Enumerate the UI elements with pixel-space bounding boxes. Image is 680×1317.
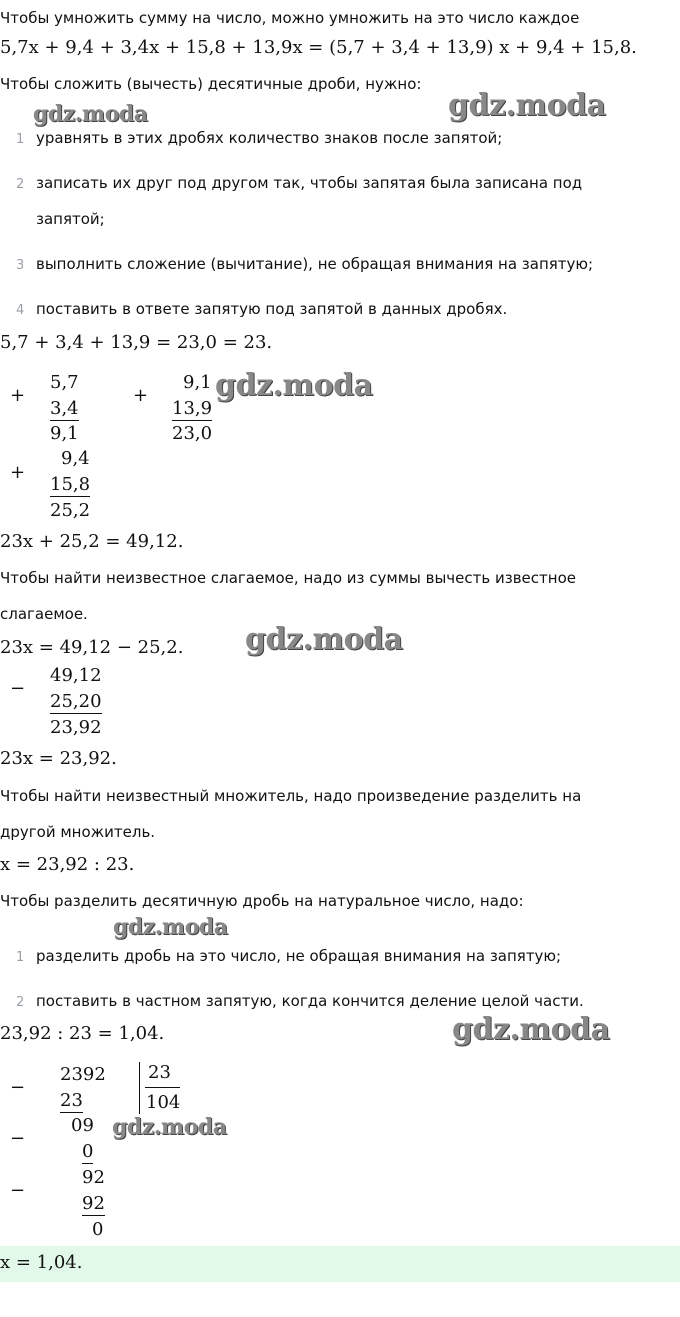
watermark-logo: gdz.moda xyxy=(245,622,403,657)
watermark-logo: gdz.moda xyxy=(113,914,228,940)
division-minus-3: − xyxy=(10,1180,26,1201)
watermark-logo: gdz.moda xyxy=(33,101,148,127)
addition-step-1: 1 уравнять в этих дробях количество знаков после запятой; xyxy=(16,129,503,147)
division-bracket-horizontal xyxy=(145,1087,180,1088)
column-sub-sign: − xyxy=(10,678,26,699)
rule-unknown-addend-cont: слагаемое. xyxy=(0,605,88,623)
division-step2-sub: 0 xyxy=(82,1141,94,1162)
equation-4: 23x = 49,12 − 25,2. xyxy=(0,637,184,658)
equation-7: 23,92 : 23 = 1,04. xyxy=(0,1023,165,1044)
division-step3-sub: 92 xyxy=(82,1193,105,1214)
column-c-result: 25,2 xyxy=(50,500,91,521)
answer-box xyxy=(0,1246,680,1282)
division-step1-sub: 23 xyxy=(60,1090,83,1111)
division-step-1: 1 разделить дробь на это число, не обращая внимания на запятую; xyxy=(16,947,562,965)
watermark-logo: gdz.moda xyxy=(112,1114,227,1140)
equation-1: 5,7x + 9,4 + 3,4x + 15,8 + 13,9x = (5,7 + 3,4 + 13,9) x + 9,4 + 15,8. xyxy=(0,37,637,58)
division-bracket-vertical xyxy=(139,1062,140,1114)
equation-2: 5,7 + 3,4 + 13,9 = 23,0 = 23. xyxy=(0,332,273,353)
rule-unknown-addend: Чтобы найти неизвестное слагаемое, надо из суммы вычесть известное xyxy=(0,569,576,587)
addition-step-2: 2 записать их друг под другом так, чтобы запятая была записана под xyxy=(16,174,583,192)
column-b-sign: + xyxy=(133,385,149,406)
addition-step-4: 4 поставить в ответе запятую под запятой в данных дробях. xyxy=(16,300,508,318)
watermark-logo: gdz.moda xyxy=(452,1012,610,1047)
rule-unknown-factor-cont: другой множитель. xyxy=(0,823,156,841)
division-dividend: 2392 xyxy=(60,1064,106,1085)
division-minus-1: − xyxy=(10,1077,26,1098)
watermark-logo: gdz.moda xyxy=(448,88,606,123)
equation-5: 23x = 23,92. xyxy=(0,748,117,769)
equation-6: x = 23,92 : 23. xyxy=(0,854,135,875)
rule-distributive: Чтобы умножить сумму на число, можно умножить на это число каждое xyxy=(0,9,580,27)
addition-rule-title: Чтобы сложить (вычесть) десятичные дроби, нужно: xyxy=(0,75,422,93)
watermark-logo: gdz.moda xyxy=(215,368,373,403)
column-sub-top: 49,12 xyxy=(50,665,102,686)
rule-unknown-factor: Чтобы найти неизвестный множитель, надо произведение разделить на xyxy=(0,787,582,805)
column-c-top: 9,4 xyxy=(61,448,90,469)
division-step3-remainder: 92 xyxy=(82,1167,105,1188)
column-a-bottom: 3,4 xyxy=(50,398,79,419)
column-c-bottom: 15,8 xyxy=(50,474,91,495)
addition-step-2-cont: запятой; xyxy=(36,210,105,228)
division-rule-title: Чтобы разделить десятичную дробь на натуральное число, надо: xyxy=(0,892,524,910)
addition-step-3: 3 выполнить сложение (вычитание), не обращая внимания на запятую; xyxy=(16,255,594,273)
column-a-top: 5,7 xyxy=(50,372,79,393)
column-b-result: 23,0 xyxy=(172,423,213,444)
column-a-result: 9,1 xyxy=(50,423,79,444)
division-minus-2: − xyxy=(10,1128,26,1149)
division-divisor: 23 xyxy=(148,1062,171,1083)
column-b-top: 9,1 xyxy=(183,372,212,393)
column-sub-result: 23,92 xyxy=(50,717,102,738)
column-c-sign: + xyxy=(10,462,26,483)
column-a-sign: + xyxy=(10,385,26,406)
division-final-remainder: 0 xyxy=(92,1219,104,1240)
division-quotient: 104 xyxy=(146,1092,181,1113)
equation-3: 23x + 25,2 = 49,12. xyxy=(0,531,184,552)
column-sub-bottom: 25,20 xyxy=(50,691,102,712)
division-step-2: 2 поставить в частном запятую, когда кончится деление целой части. xyxy=(16,992,584,1010)
answer-text: x = 1,04. xyxy=(0,1252,83,1273)
column-b-bottom: 13,9 xyxy=(172,398,213,419)
division-step2-remainder: 09 xyxy=(71,1115,94,1136)
